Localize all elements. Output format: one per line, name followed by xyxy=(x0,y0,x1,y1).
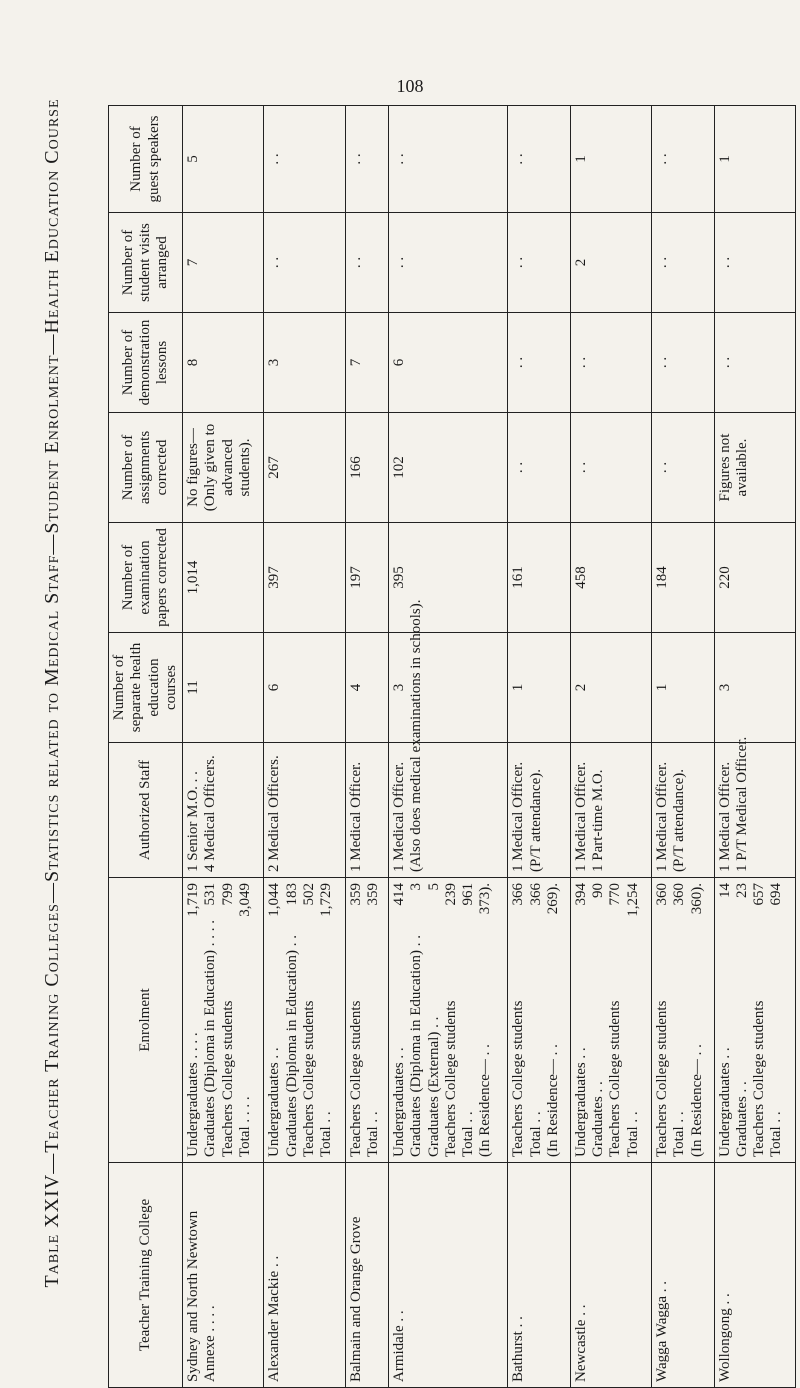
enrolment-label: Teachers College students xyxy=(300,1000,317,1157)
demos-value: . . xyxy=(714,313,795,413)
demos-value: 8 xyxy=(183,313,264,413)
enrolment-label: (In Residence— . . xyxy=(688,1044,705,1157)
enrolment-value: 239 xyxy=(442,883,459,906)
staff-line: 1 Medical Officer. xyxy=(654,761,671,872)
enrolment-value: 3,049 xyxy=(236,883,253,917)
enrolment-label: Total . . xyxy=(460,1111,477,1157)
statistics-table xyxy=(108,105,796,1388)
enrolment-label: Total . . . . xyxy=(236,1096,253,1157)
college-name: Wagga Wagga . . xyxy=(652,1163,714,1388)
table-row xyxy=(183,106,264,1388)
courses-value: 4 xyxy=(345,633,388,743)
visits-value: . . xyxy=(389,213,508,313)
enrolment-line xyxy=(510,883,527,1157)
exam-papers-value: 161 xyxy=(508,523,570,633)
staff-cell xyxy=(345,743,388,878)
table-title: Table XXIV—Teacher Training Colleges—Statistics related to Medical Staff—Student Enrolment—Health Education Course xyxy=(40,98,63,1288)
enrolment-line xyxy=(284,883,301,1157)
enrolment-value: 531 xyxy=(202,883,219,906)
assignments-value: 102 xyxy=(389,413,508,523)
assignments-value: . . xyxy=(570,413,651,523)
header-demos: Number of demonstration lessons xyxy=(109,313,183,413)
table-row xyxy=(345,106,388,1388)
staff-cell xyxy=(264,743,345,878)
enrolment-label: Undergraduates . . . . xyxy=(185,1032,201,1157)
enrolment-value: 657 xyxy=(751,883,768,906)
enrolment-value: 394 xyxy=(572,883,589,906)
enrolment-label: Undergraduates . . xyxy=(391,1047,408,1157)
demos-value: . . xyxy=(652,313,714,413)
visits-value: . . xyxy=(508,213,570,313)
header-visits: Number of student visits arranged xyxy=(109,213,183,313)
enrolment-value: 1,729 xyxy=(318,883,335,917)
courses-value: 11 xyxy=(183,633,264,743)
enrolment-cell xyxy=(508,878,570,1163)
courses-value: 1 xyxy=(508,633,570,743)
courses-value: 6 xyxy=(264,633,345,743)
staff-line: 1 P/T Medical Officer. xyxy=(733,736,750,872)
enrolment-line xyxy=(717,883,734,1157)
enrolment-line xyxy=(654,883,671,1157)
enrolment-label: Total . . xyxy=(624,1111,641,1157)
visits-value: . . xyxy=(345,213,388,313)
enrolment-label: Undergraduates . . xyxy=(266,1047,283,1157)
visits-value: . . xyxy=(714,213,795,313)
staff-line: 1 Medical Officer. xyxy=(716,761,733,872)
enrolment-label: Total . . xyxy=(768,1111,785,1157)
staff-line: 1 Medical Officer. xyxy=(572,761,589,872)
assignments-value: Figures not available. xyxy=(714,413,795,523)
table-row xyxy=(652,106,714,1388)
enrolment-value: 23 xyxy=(733,883,750,898)
enrolment-label: Total . . xyxy=(527,1111,544,1157)
enrolment-line xyxy=(318,883,335,1157)
demos-value: 7 xyxy=(345,313,388,413)
enrolment-line xyxy=(237,883,254,1157)
enrolment-line xyxy=(671,883,688,1157)
staff-line: 1 Part-time M.O. xyxy=(590,769,607,872)
table-row xyxy=(389,106,508,1388)
enrolment-label: Teachers College students xyxy=(347,1000,364,1157)
enrolment-line xyxy=(768,883,785,1157)
header-enrolment: Enrolment xyxy=(109,878,183,1163)
assignments-value: . . xyxy=(508,413,570,523)
enrolment-cell xyxy=(714,878,795,1163)
enrolment-line xyxy=(220,883,237,1157)
courses-value: 1 xyxy=(652,633,714,743)
staff-cell xyxy=(183,743,264,878)
speakers-value: . . xyxy=(652,106,714,213)
enrolment-value: 359 xyxy=(347,883,364,906)
page-number: 108 xyxy=(396,76,424,96)
enrolment-line xyxy=(301,883,318,1157)
enrolment-label: Teachers College students xyxy=(219,1000,236,1157)
enrolment-line xyxy=(443,883,460,1157)
header-staff: Authorized Staff xyxy=(109,743,183,878)
visits-value: . . xyxy=(652,213,714,313)
enrolment-value: 366 xyxy=(527,883,544,906)
courses-value: 2 xyxy=(570,633,651,743)
exam-papers-value: 220 xyxy=(714,523,795,633)
enrolment-line xyxy=(365,883,382,1157)
college-name: Balmain and Orange Grove xyxy=(345,1163,388,1388)
staff-line: (Also does medical examinations in schools). xyxy=(408,599,425,872)
enrolment-line xyxy=(185,883,202,1157)
header-college: Teacher Training College xyxy=(109,1163,183,1388)
header-courses: Number of separate health education courses xyxy=(109,633,183,743)
college-name: Bathurst . . xyxy=(508,1163,570,1388)
enrolment-value: 14 xyxy=(716,883,733,898)
visits-value: 2 xyxy=(570,213,651,313)
enrolment-value: 770 xyxy=(607,883,624,906)
enrolment-label: Graduates . . xyxy=(733,1081,750,1157)
enrolment-line xyxy=(607,883,624,1157)
enrolment-line xyxy=(573,883,590,1157)
speakers-value: . . xyxy=(264,106,345,213)
staff-line: 1 Medical Officer. xyxy=(510,761,527,872)
college-name: Alexander Mackie . . xyxy=(264,1163,345,1388)
enrolment-value: 1,254 xyxy=(624,883,641,917)
enrolment-value: 5 xyxy=(425,883,442,891)
enrolment-label: Total . . xyxy=(671,1111,688,1157)
college-name: Sydney and North Newtown Annexe . . . . xyxy=(183,1163,264,1388)
enrolment-value: 1,719 xyxy=(185,883,201,917)
table-row xyxy=(570,106,651,1388)
enrolment-cell xyxy=(652,878,714,1163)
enrolment-label: Total . . xyxy=(364,1111,381,1157)
enrolment-line xyxy=(426,883,443,1157)
enrolment-line xyxy=(751,883,768,1157)
visits-value: 7 xyxy=(183,213,264,313)
enrolment-label: (In Residence— . . xyxy=(544,1044,561,1157)
table-row xyxy=(508,106,570,1388)
enrolment-value: 373). xyxy=(477,883,494,915)
enrolment-label: Undergraduates . . xyxy=(572,1047,589,1157)
enrolment-line xyxy=(545,883,562,1157)
enrolment-line xyxy=(408,883,425,1157)
enrolment-line xyxy=(689,883,706,1157)
staff-line: 2 Medical Officers. xyxy=(266,755,283,872)
enrolment-line xyxy=(266,883,283,1157)
enrolment-line xyxy=(734,883,751,1157)
enrolment-cell xyxy=(389,878,508,1163)
staff-cell xyxy=(570,743,651,878)
enrolment-line xyxy=(348,883,365,1157)
table-row xyxy=(264,106,345,1388)
enrolment-line xyxy=(391,883,408,1157)
staff-line: (P/T attendance). xyxy=(527,768,544,872)
enrolment-label: Teachers College students xyxy=(510,1000,527,1157)
table-row xyxy=(714,106,795,1388)
visits-value: . . xyxy=(264,213,345,313)
enrolment-value: 366 xyxy=(510,883,527,906)
enrolment-value: 502 xyxy=(300,883,317,906)
courses-value: 3 xyxy=(714,633,795,743)
assignments-value: . . xyxy=(652,413,714,523)
college-name: Wollongong . . xyxy=(714,1163,795,1388)
enrolment-value: 360 xyxy=(654,883,671,906)
enrolment-label: Teachers College students xyxy=(607,1000,624,1157)
header-assignments: Number of assignments corrected xyxy=(109,413,183,523)
staff-cell xyxy=(508,743,570,878)
demos-value: . . xyxy=(570,313,651,413)
demos-value: 6 xyxy=(389,313,508,413)
exam-papers-value: 458 xyxy=(570,523,651,633)
enrolment-value: 799 xyxy=(219,883,236,906)
enrolment-label: Graduates (Diploma in Education) . . xyxy=(408,934,425,1157)
staff-cell xyxy=(389,599,508,878)
enrolment-label: Graduates (External) . . xyxy=(425,1016,442,1157)
speakers-value: . . xyxy=(508,106,570,213)
enrolment-value: 961 xyxy=(460,883,477,906)
staff-line: (P/T attendance). xyxy=(671,768,688,872)
enrolment-label: (In Residence— . . xyxy=(477,1044,494,1157)
exam-papers-value: 397 xyxy=(264,523,345,633)
enrolment-line xyxy=(202,883,219,1157)
header-row xyxy=(109,106,183,1388)
exam-papers-value: 184 xyxy=(652,523,714,633)
assignments-value: 267 xyxy=(264,413,345,523)
enrolment-line xyxy=(460,883,477,1157)
enrolment-value: 414 xyxy=(391,883,408,906)
staff-line: 1 Senior M.O. . . xyxy=(185,771,201,872)
enrolment-value: 183 xyxy=(283,883,300,906)
enrolment-label: Graduates (Diploma in Education) . . . . xyxy=(202,919,219,1157)
speakers-value: 1 xyxy=(570,106,651,213)
enrolment-line xyxy=(625,883,642,1157)
college-name: Armidale . . xyxy=(389,1163,508,1388)
exam-papers-value: 1,014 xyxy=(183,523,264,633)
speakers-value: 1 xyxy=(714,106,795,213)
college-name: Newcastle . . xyxy=(570,1163,651,1388)
demos-value: . . xyxy=(508,313,570,413)
statistics-table-wrapper xyxy=(108,106,796,1388)
staff-cell xyxy=(714,736,795,878)
enrolment-label: Teachers College students xyxy=(442,1000,459,1157)
enrolment-label: Teachers College students xyxy=(751,1000,768,1157)
exam-papers-value: 197 xyxy=(345,523,388,633)
enrolment-value: 360 xyxy=(671,883,688,906)
enrolment-value: 359 xyxy=(364,883,381,906)
enrolment-value: 269). xyxy=(544,883,561,915)
speakers-value: . . xyxy=(389,106,508,213)
enrolment-cell xyxy=(264,878,345,1163)
staff-line: 1 Medical Officer. xyxy=(347,761,364,872)
speakers-value: 5 xyxy=(183,106,264,213)
exam-papers-value: 395 xyxy=(389,523,508,633)
enrolment-value: 1,044 xyxy=(266,883,283,917)
speakers-value: . . xyxy=(345,106,388,213)
enrolment-label: Graduates (Diploma in Education) . . xyxy=(283,934,300,1157)
enrolment-line xyxy=(477,883,494,1157)
staff-line: 1 Medical Officer. xyxy=(391,761,408,872)
demos-value: 3 xyxy=(264,313,345,413)
assignments-value: No figures—(Only given to advanced students). xyxy=(183,413,264,523)
courses-value: 3 xyxy=(389,633,508,743)
enrolment-value: 90 xyxy=(590,883,607,898)
enrolment-cell xyxy=(345,878,388,1163)
enrolment-label: Undergraduates . . xyxy=(716,1047,733,1157)
enrolment-label: Total . . xyxy=(318,1111,335,1157)
staff-line: 4 Medical Officers. xyxy=(202,755,219,872)
header-exam-papers: Number of examination papers corrected xyxy=(109,523,183,633)
enrolment-line xyxy=(528,883,545,1157)
enrolment-label: Graduates . . xyxy=(590,1081,607,1157)
enrolment-line xyxy=(590,883,607,1157)
enrolment-cell xyxy=(183,878,264,1163)
enrolment-value: 694 xyxy=(768,883,785,906)
enrolment-value: 3 xyxy=(408,883,425,891)
header-speakers: Number of guest speakers xyxy=(109,106,183,213)
enrolment-label: Teachers College students xyxy=(654,1000,671,1157)
assignments-value: 166 xyxy=(345,413,388,523)
staff-cell xyxy=(652,743,714,878)
enrolment-cell xyxy=(570,878,651,1163)
enrolment-value: 360). xyxy=(688,883,705,915)
